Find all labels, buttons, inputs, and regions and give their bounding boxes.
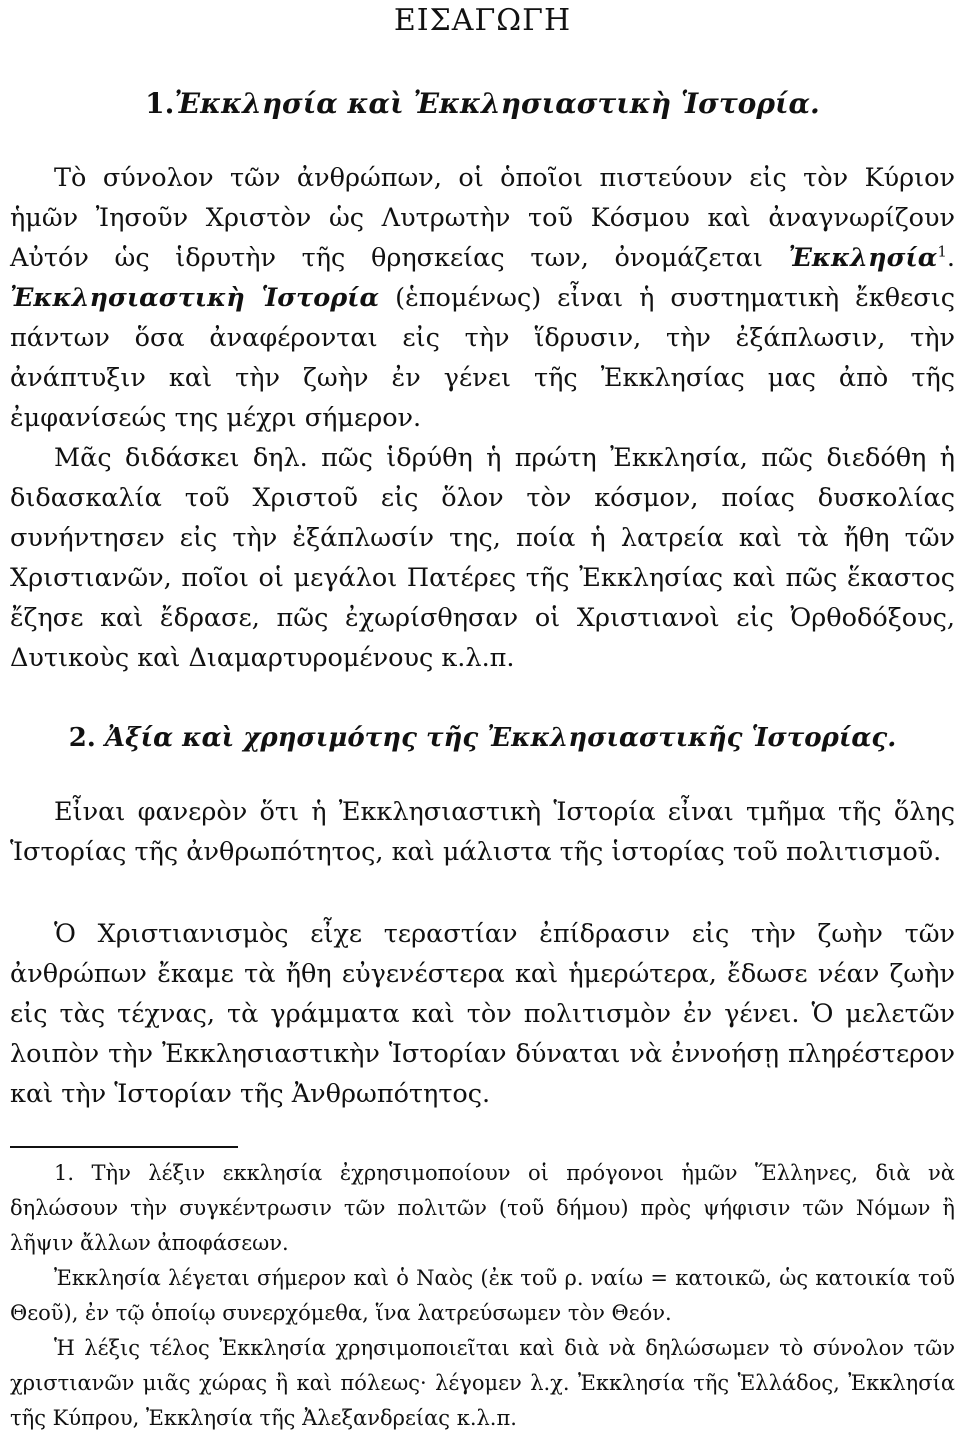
- term-ekklesia: Ἐκκλησία: [788, 243, 938, 273]
- footnote-3: Ἡ λέξις τέλος Ἐκκλησία χρησιμοποιεῖται καὶ διὰ νὰ δηλώσωμεν τὸ σύνολον τῶν χριστιανῶν μιᾶς χώρας ἢ καὶ πόλεως· λέγομεν λ.χ. Ἐκκλησία τῆς Ἑλλάδος, Ἐκκλησία τῆς Κύπρου, Ἐκκλησία τῆς Ἀλεξανδρείας κ.λ.π.: [10, 1336, 955, 1430]
- para1-end: (ἑπομένως) εἶναι ἡ συστηματικὴ ἔκθεσις πάντων ὅσα ἀναφέρονται εἰς τὴν ἵδρυσιν, τὴν ἐξάπλωσιν, τὴν ἀνάπτυξιν καὶ τὴν ζωὴν ἐν γένει τῆς Ἐκκλησίας μας ἀπὸ τῆς ἐμφανίσεώς της μέχρι σήμερον.: [10, 283, 955, 433]
- section-1-number: 1.: [145, 87, 175, 120]
- section-2-heading: [10, 718, 955, 758]
- footnote-divider: [10, 1146, 238, 1148]
- footnote-ref-1: 1: [937, 242, 947, 261]
- section-1-paragraph-1: [10, 158, 955, 438]
- term-ekklesiastiki-istoria: Ἐκκλησιαστικὴ Ἱστορία: [10, 283, 380, 313]
- section-1-heading: [10, 84, 955, 124]
- section-2-paragraph-2: Ὁ Χριστιανισμὸς εἶχε τεραστίαν ἐπίδρασιν εἰς τὴν ζωὴν τῶν ἀνθρώπων ἔκαμε τὰ ἤθη εὐγενέστερα καὶ ἡμερώτερα, ἔδωσε νέαν ζωὴν εἰς τὰς τέχνας, τὰ γράμματα καὶ τὸν πολιτισμὸν ἐν γένει. Ὁ μελετῶν λοιπὸν τὴν Ἐκκλησιαστικὴν Ἱστορίαν δύναται νὰ ἐννοήσῃ πληρέστερον καὶ τὴν Ἱστορίαν τῆς Ἀνθρωπότητος.: [10, 919, 955, 1109]
- footnote-1: 1. Τὴν λέξιν εκκλησία ἐχρησιμοποίουν οἱ πρόγονοι ἡμῶν Ἕλληνες, διὰ νὰ δηλώσουν τὴν συγκέντρωσιν τῶν πολιτῶν (τοῦ δήμου) πρὸς ψήφισιν τῶν Νόμων ἢ λῆψιν ἄλλων ἀποφάσεων.: [10, 1161, 955, 1255]
- footnotes: [10, 1156, 955, 1436]
- section-2-number: 2.: [68, 723, 96, 753]
- page-title: ΕΙΣΑΓΩΓΗ: [393, 3, 572, 38]
- section-2-paragraph-1: Εἶναι φανερὸν ὅτι ἡ Ἐκκλησιαστικὴ Ἱστορία εἶναι τμῆμα τῆς ὅλης Ἱστορίας τῆς ἀνθρωπότητος, καὶ μάλιστα τῆς ἱστορίας τοῦ πολιτισμοῦ.: [10, 797, 955, 867]
- footnote-2: Ἐκκλησία λέγεται σήμερον καὶ ὁ Ναὸς (ἐκ τοῦ ρ. ναίω = κατοικῶ, ὡς κατοικία τοῦ Θεοῦ), ἐν τῷ ὁποίῳ συνερχόμεθα, ἵνα λατρεύσωμεν τὸν Θεόν.: [10, 1266, 955, 1325]
- para1-after: .: [946, 243, 955, 273]
- document-page: [10, 0, 955, 1436]
- section-1-heading-text: Ἐκκλησία καὶ Ἐκκλησιαστικὴ Ἱστορία.: [174, 87, 820, 120]
- section-2-heading-text: Ἀξία καὶ χρησιμότης τῆς Ἐκκλησιαστικῆς Ἱστορίας.: [104, 723, 897, 753]
- section-1-paragraph-2: Μᾶς διδάσκει δηλ. πῶς ἱδρύθη ἡ πρώτη Ἐκκλησία, πῶς διεδόθη ἡ διδασκαλία τοῦ Χριστοῦ εἰς ὅλον τὸν κόσμον, ποίας δυσκολίας συνήντησεν εἰς τὴν ἐξάπλωσίν της, ποία ἡ λατρεία καὶ τὰ ἤθη τῶν Χριστιανῶν, ποῖοι οἱ μεγάλοι Πατέρες τῆς Ἐκκλησίας καὶ πῶς ἕκαστος ἔζησε καὶ ἔδρασε, πῶς ἐχωρίσθησαν οἱ Χριστιανοὶ εἰς Ὀρθοδόξους, Δυτικοὺς καὶ Διαμαρτυρομένους κ.λ.π.: [10, 443, 955, 673]
- para1-start: Τὸ σύνολον τῶν ἀνθρώπων, οἱ ὁποῖοι πιστεύουν εἰς τὸν Κύριον ἡμῶν Ἰησοῦν Χριστὸν ὡς Λυτρωτὴν τοῦ Κόσμου καὶ ἀναγνωρίζουν Αὐτόν ὡς ἱδρυτὴν τῆς θρησκείας των, ὀνομάζεται: [10, 163, 955, 273]
